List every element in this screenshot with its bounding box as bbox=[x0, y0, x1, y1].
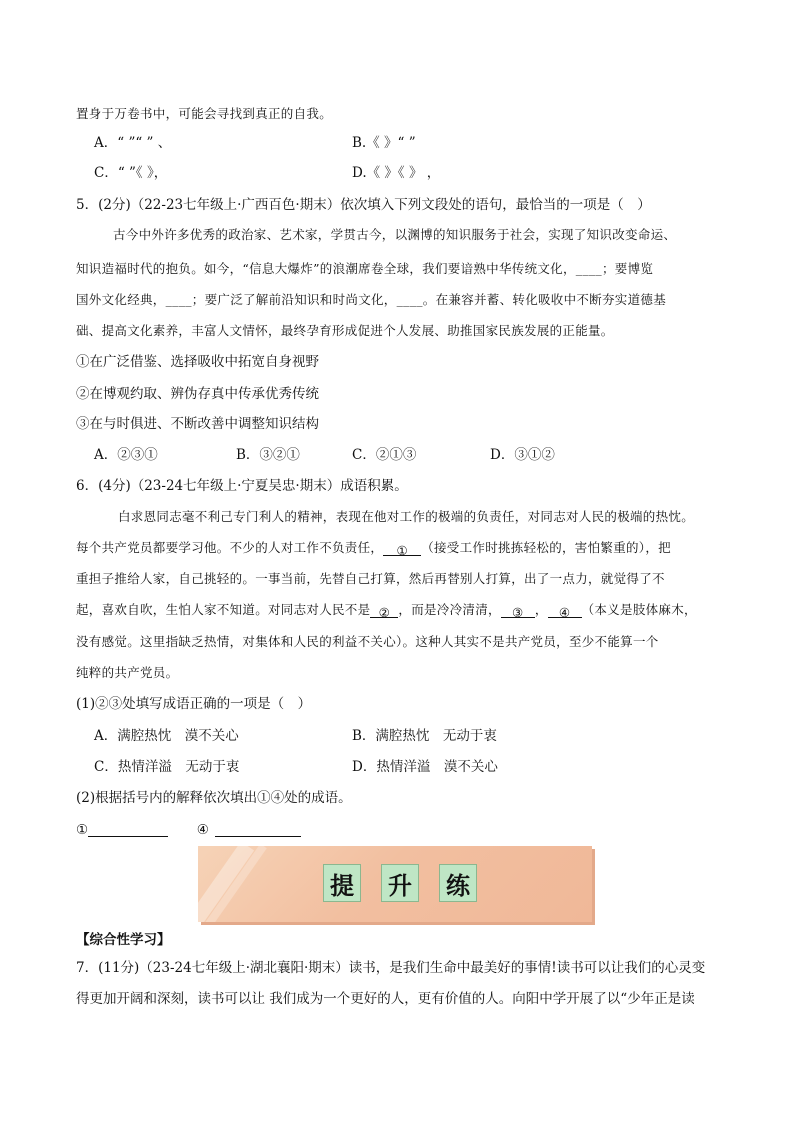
q6-passage-text: （接受工作时挑拣轻松的，害怕繁重的），把 bbox=[421, 540, 671, 555]
q6-passage-line: 没有感觉。这里指缺乏热情，对集体和人民的利益不关心）。这种人其实不是共产党员，至少不能算一个 bbox=[76, 634, 659, 649]
q6-sub1-option-c[interactable]: C．热情洋溢 无动于衷 bbox=[94, 759, 240, 775]
q6-sub1-stem: (1)②③处填写成语正确的一项是（ ） bbox=[76, 696, 312, 712]
answer-blank-4[interactable] bbox=[215, 822, 301, 837]
answer-label-4: ④ bbox=[196, 822, 209, 838]
q6-passage-line: 重担子推给人家，自己挑轻的。一事当前，先替自己打算，然后再替别人打算，出了一点力，就觉得了不 bbox=[76, 571, 665, 586]
q5-passage-line: 国外文化经典，____；要广泛了解前沿知识和时尚文化，____。在兼容并蓄、转化吸收中不断夯实道德基 bbox=[76, 292, 667, 307]
q5-passage-line: 知识造福时代的抱负。如今，“信息大爆炸”的浪潮席卷全球，我们要谙熟中华传统文化，____；要博览 bbox=[76, 261, 654, 276]
q6-passage-line bbox=[76, 600, 697, 620]
q4-option-d[interactable]: D.《 》《 》 ， bbox=[352, 165, 441, 181]
answer-label-1: ① bbox=[76, 822, 89, 838]
q6-passage-line bbox=[76, 538, 671, 558]
q7-stem-line: 得更加开阔和深刻，读书可以让 我们成为一个更好的人，更有价值的人。向阳中学开展了以“少年正是读 bbox=[76, 991, 695, 1007]
q6-sub1-option-d[interactable]: D．热情洋溢 漠不关心 bbox=[352, 759, 498, 775]
q6-blank-2[interactable]: ② bbox=[370, 603, 398, 618]
q5-item-2: ②在博观约取、辨伪存真中传承优秀传统 bbox=[76, 386, 319, 402]
q5-option-b[interactable]: B．③②① bbox=[236, 447, 300, 463]
section-heading: 【综合性学习】 bbox=[76, 932, 171, 948]
q6-stem: 6．(4分)（23-24七年级上·宁夏吴忠·期末）成语积累。 bbox=[76, 478, 408, 494]
q5-option-d[interactable]: D．③①② bbox=[490, 447, 555, 463]
q6-sub1-option-a[interactable]: A．满腔热忱 漠不关心 bbox=[94, 728, 239, 744]
q6-blank-1[interactable]: ① bbox=[383, 541, 421, 556]
banner-char: 练 bbox=[439, 864, 477, 902]
q5-passage-line: 础、提高文化素养，丰富人文情怀，最终孕育形成促进个人发展、助推国家民族发展的正能量。 bbox=[76, 323, 614, 338]
banner-title bbox=[323, 864, 477, 902]
q6-passage-text: 每个共产党员都要学习他。不少的人对工作不负责任， bbox=[76, 540, 384, 555]
level-up-banner bbox=[198, 846, 592, 922]
q5-option-c[interactable]: C．②①③ bbox=[352, 447, 417, 463]
q6-passage-line: 白求恩同志毫不利己专门利人的精神，表现在他对工作的极端的负责任，对同志对人民的极端的热忱。 bbox=[118, 509, 695, 524]
q5-item-3: ③在与时俱进、不断改善中调整知识结构 bbox=[76, 416, 319, 432]
q6-passage-line: 纯粹的共产党员。 bbox=[76, 665, 179, 680]
q6-blank-3[interactable]: ③ bbox=[501, 603, 535, 618]
q6-passage-text: ， bbox=[534, 602, 548, 617]
q5-option-a[interactable]: A．②③① bbox=[94, 447, 158, 463]
q5-stem: 5．(2分)（22-23七年级上·广西百色·期末）依次填入下列文段处的语句，最恰当的一项是（ ） bbox=[76, 197, 651, 213]
answer-blank-1[interactable] bbox=[88, 822, 168, 837]
q6-answer-row bbox=[76, 820, 301, 840]
q6-passage-text: ，而是冷冷清清， bbox=[398, 602, 501, 617]
q6-sub2-stem: (2)根据括号内的解释依次填出①④处的成语。 bbox=[76, 790, 352, 806]
continued-text-line: 置身于万卷书中，可能会寻找到真正的自我。 bbox=[76, 106, 333, 121]
q4-option-b[interactable]: B.《 》“ ” bbox=[352, 135, 416, 151]
q7-stem-line: 7．(11分)（23-24七年级上·湖北襄阳·期末）读书，是我们生命中最美好的事情!读书可以让我们的心灵变 bbox=[76, 960, 706, 976]
q6-blank-4[interactable]: ④ bbox=[548, 603, 582, 618]
banner-char: 升 bbox=[381, 864, 419, 902]
q6-passage-text: 起，喜欢自吹，生怕人家不知道。对同志对人民不是 bbox=[76, 602, 371, 617]
q6-passage-text: （本义是肢体麻木， bbox=[581, 602, 697, 617]
q4-option-a[interactable]: A．“ ”“ ” 、 bbox=[94, 135, 172, 151]
q4-option-c[interactable]: C．“ ”《 》， bbox=[94, 165, 168, 181]
q5-item-1: ①在广泛借鉴、选择吸收中拓宽自身视野 bbox=[76, 354, 319, 370]
q5-passage-line: 古今中外许多优秀的政治家、艺术家，学贯古今，以渊博的知识服务于社会，实现了知识改变命运、 bbox=[113, 227, 677, 242]
banner-char: 提 bbox=[323, 864, 361, 902]
q6-sub1-option-b[interactable]: B．满腔热忱 无动于衷 bbox=[352, 728, 497, 744]
